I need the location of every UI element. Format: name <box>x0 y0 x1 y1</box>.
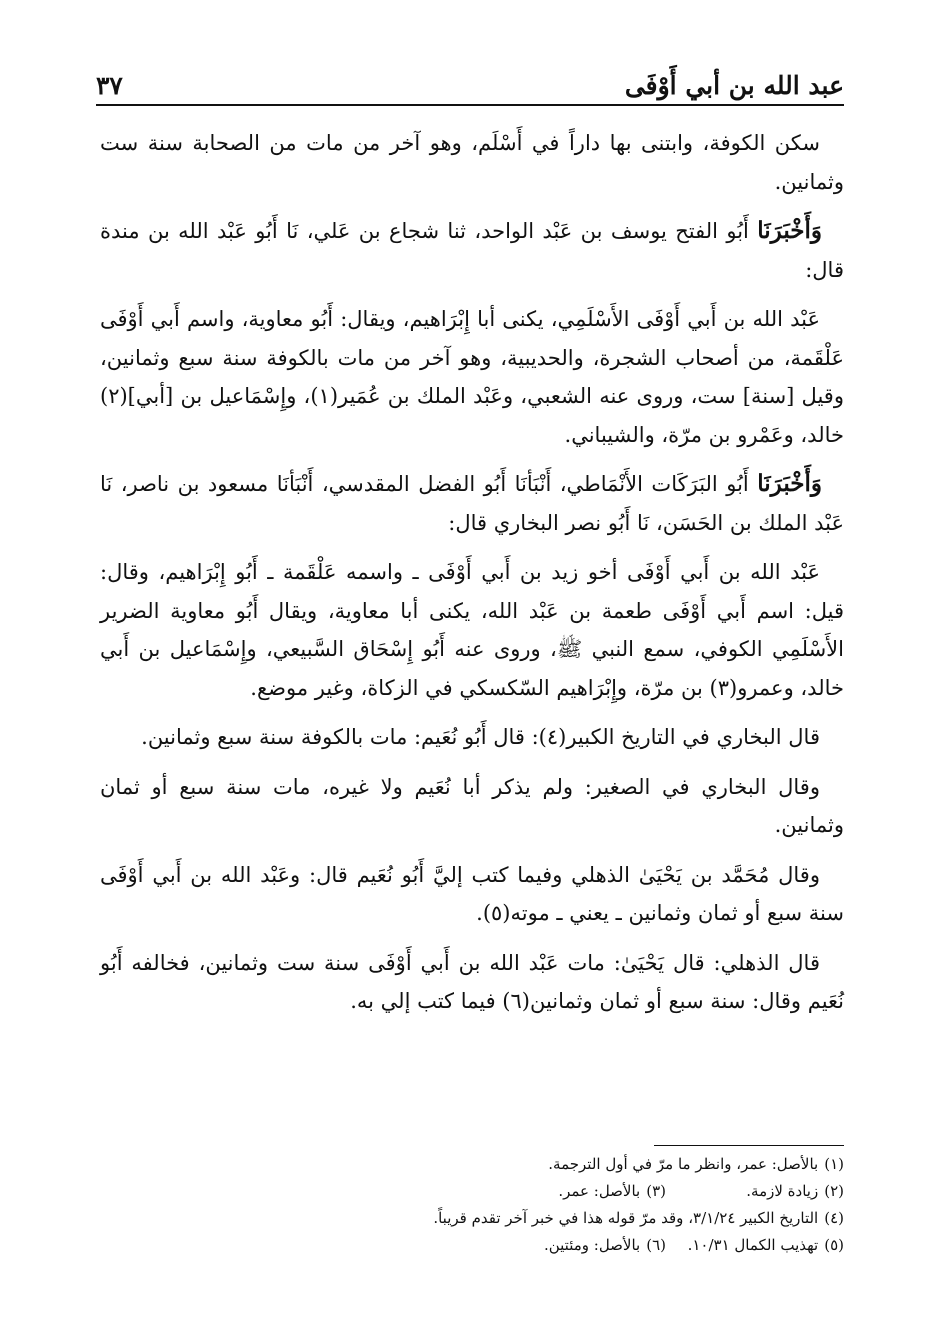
paragraph <box>100 856 844 933</box>
footnote-text: التاريخ الكبير ٣/١/٢٤، وقد مرّ قوله هذا في خبر آخر تقدم قريباً. <box>433 1209 819 1227</box>
paragraph-lead: وَأَخْبَرَنَا <box>757 217 822 244</box>
page-header <box>96 64 844 104</box>
footnote-row <box>300 1151 844 1178</box>
footnote-number: (١) <box>824 1155 844 1173</box>
paragraph-text: قال البخاري في التاريخ الكبير(٤): قال أَبُو نُعَيم: مات بالكوفة سنة سبع وثمانين. <box>141 725 820 749</box>
footnote-rule <box>654 1145 844 1146</box>
footnote-text: بالأصل: ومئتين. <box>543 1236 641 1254</box>
footnote-number: (٤) <box>824 1209 844 1227</box>
header-rule <box>96 104 844 106</box>
footnote <box>666 1232 844 1259</box>
paragraph-text: عَبْد الله بن أَبي أَوْفَى أخو زيد بن أَبي أَوْفَى ـ واسمه عَلْقَمة ـ أَبُو إِبْرَاهيم، وقال: قيل: اسم أَبي أَوْفَى طعمة بن عَبْد الله، يكنى أبا معاوية، ويقال أَبُو معاوية الضرير الأَسْلَمِي الكوفي، سمع النبي ﷺ، وروى عنه أَبُو إِسْحَاق السَّبيعي، وإِسْمَاعيل بن أَبي خالد، وعمرو(٣) بن مرّة، وإِبْرَاهيم السّكسكي في الزكاة، وغير موضع. <box>100 560 844 700</box>
footnote <box>544 1232 666 1259</box>
paragraph-text: عَبْد الله بن أَبي أَوْفَى الأَسْلَمِي، يكنى أبا إِبْرَاهيم، ويقال: أَبُو معاوية، واسم أَبي أَوْفَى عَلْقَمة، من أصحاب الشجرة، والحديبية، وهو آخر من مات بالكوفة سنة سبع وثمانين، وقيل [سنة] ست، وروى عنه الشعبي، وعَبْد الملك بن عُمَير(١)، وإِسْمَاعيل بن [أبي](٢) خالد، وعَمْرو بن مرّة، والشيباني. <box>100 307 844 447</box>
paragraph-lead: وَأَخْبَرَنَا <box>757 470 822 497</box>
running-title: عبد الله بن أبي أَوْفَى <box>624 71 844 100</box>
paragraph <box>100 944 844 1021</box>
footnote-text: تهذيب الكمال ١٠/٣١. <box>687 1236 819 1254</box>
footnotes <box>300 1151 844 1259</box>
paragraph <box>100 212 844 289</box>
footnote <box>433 1205 844 1232</box>
paragraph <box>100 768 844 845</box>
footnote <box>666 1178 844 1205</box>
paragraph-text: أَبُو الفتح يوسف بن عَبْد الواحد، ثنا شجاع بن عَلي، نَا أَبُو عَبْد الله بن مندة قال: <box>100 219 844 282</box>
footnote-number: (٥) <box>824 1236 844 1254</box>
paragraph <box>100 124 844 201</box>
paragraph-text: أَبُو البَرَكَات الأَنْمَاطي، أَنْبَأنَا أَبُو الفضل المقدسي، أَنْبَأنَا مسعود بن ناصر، نَا عَبْد الملك بن الحَسَن، نَا أَبُو نصر البخاري قال: <box>100 472 844 535</box>
footnote-number: (٦) <box>646 1236 666 1254</box>
footnote-row <box>300 1178 844 1205</box>
footnote-text: بالأصل: عمر، وانظر ما مرّ في أول الترجمة. <box>548 1155 819 1173</box>
paragraph-text: وقال البخاري في الصغير: ولم يذكر أبا نُعَيم ولا غيره، مات سنة سبع أو ثمان وثمانين. <box>100 774 844 837</box>
paragraph <box>100 553 844 707</box>
footnote <box>558 1178 666 1205</box>
footnote <box>548 1151 844 1178</box>
footnote-text: زيادة لازمة. <box>746 1182 819 1200</box>
paragraph <box>100 465 844 542</box>
footnote-number: (٢) <box>824 1182 844 1200</box>
paragraph-text: سكن الكوفة، وابتنى بها داراً في أَسْلَم، وهو آخر من مات من الصحابة سنة ست وثمانين. <box>100 131 844 194</box>
main-text <box>100 124 844 1032</box>
paragraph <box>100 300 844 454</box>
footnote-number: (٣) <box>646 1182 666 1200</box>
footnote-row <box>300 1205 844 1232</box>
footnote-row <box>300 1232 844 1259</box>
footnote-text: بالأصل: عمر. <box>558 1182 641 1200</box>
paragraph-text: قال الذهلي: قال يَحْيَىٰ: مات عَبْد الله بن أَبي أَوْفَى سنة ست وثمانين، فخالفه أَبُو نُعَيم وقال: سنة سبع أو ثمان وثمانين(٦) فيما كتب إلي به. <box>100 950 844 1013</box>
paragraph-text: وقال مُحَمَّد بن يَحْيَىٰ الذهلي وفيما كتب إليَّ أَبُو نُعَيم قال: وعَبْد الله بن أَبي أَوْفَى سنة سبع أو ثمان وثمانين ـ يعني ـ موته(٥). <box>100 862 844 925</box>
page-number: ٣٧ <box>96 71 123 100</box>
paragraph <box>100 718 844 757</box>
